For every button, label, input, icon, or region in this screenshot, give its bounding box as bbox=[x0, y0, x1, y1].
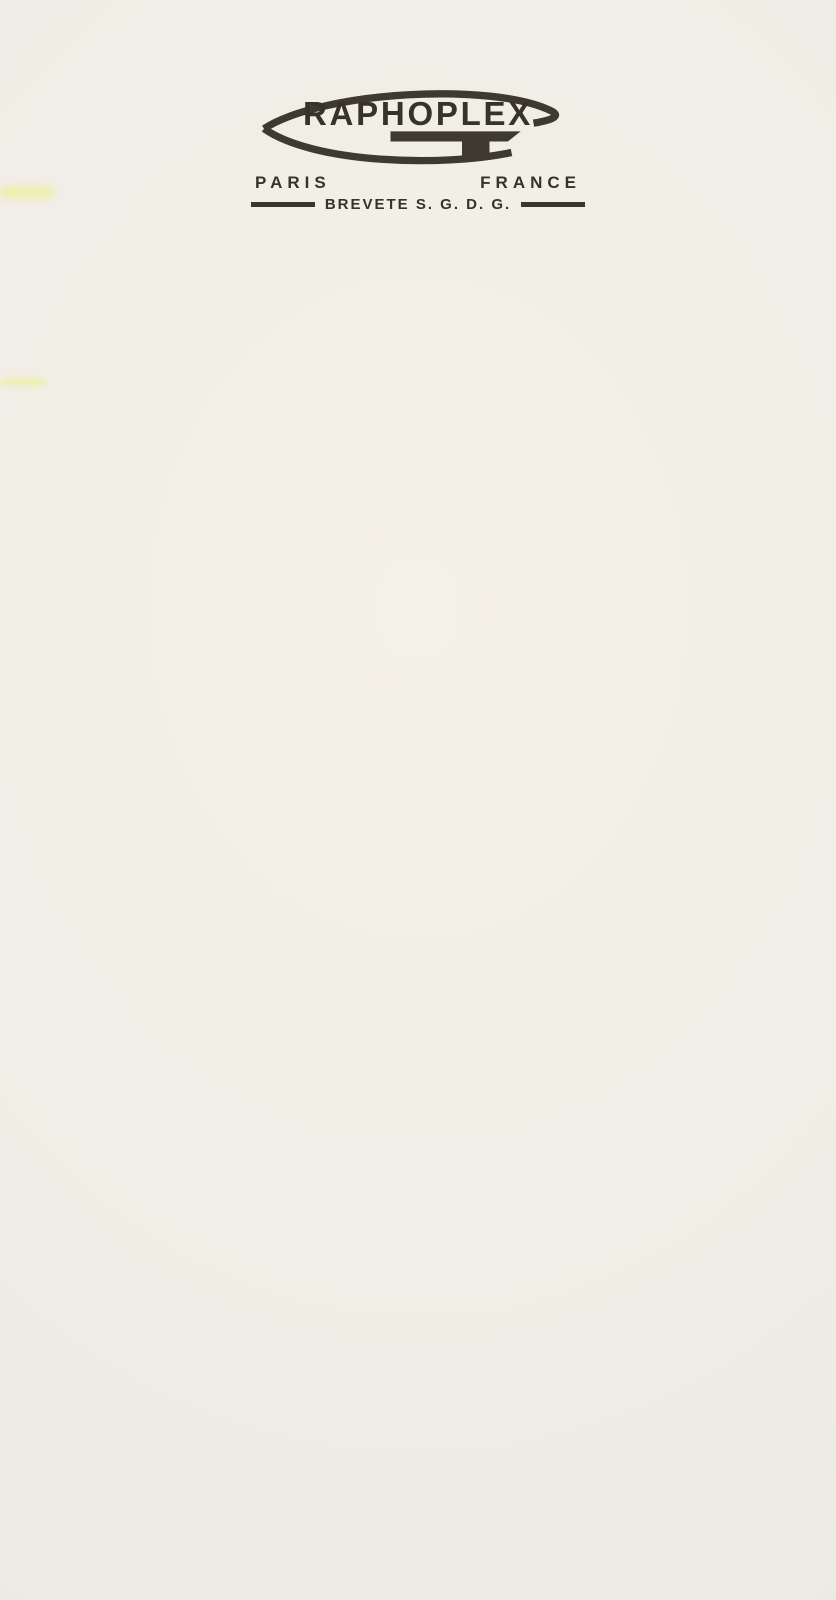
rule-left bbox=[251, 202, 315, 207]
city-label: PARIS bbox=[255, 173, 331, 192]
country-label: FRANCE bbox=[480, 173, 581, 192]
highlighter-mark bbox=[0, 378, 46, 386]
graphoplex-logo bbox=[253, 78, 583, 172]
patent-label: BREVETE S. G. D. G. bbox=[324, 196, 512, 213]
letterhead bbox=[0, 0, 836, 213]
logo-wordmark: RAPHOPLEX bbox=[302, 95, 534, 132]
patent-row bbox=[228, 196, 608, 213]
rule-right bbox=[521, 202, 585, 207]
city-country-row bbox=[255, 173, 581, 193]
